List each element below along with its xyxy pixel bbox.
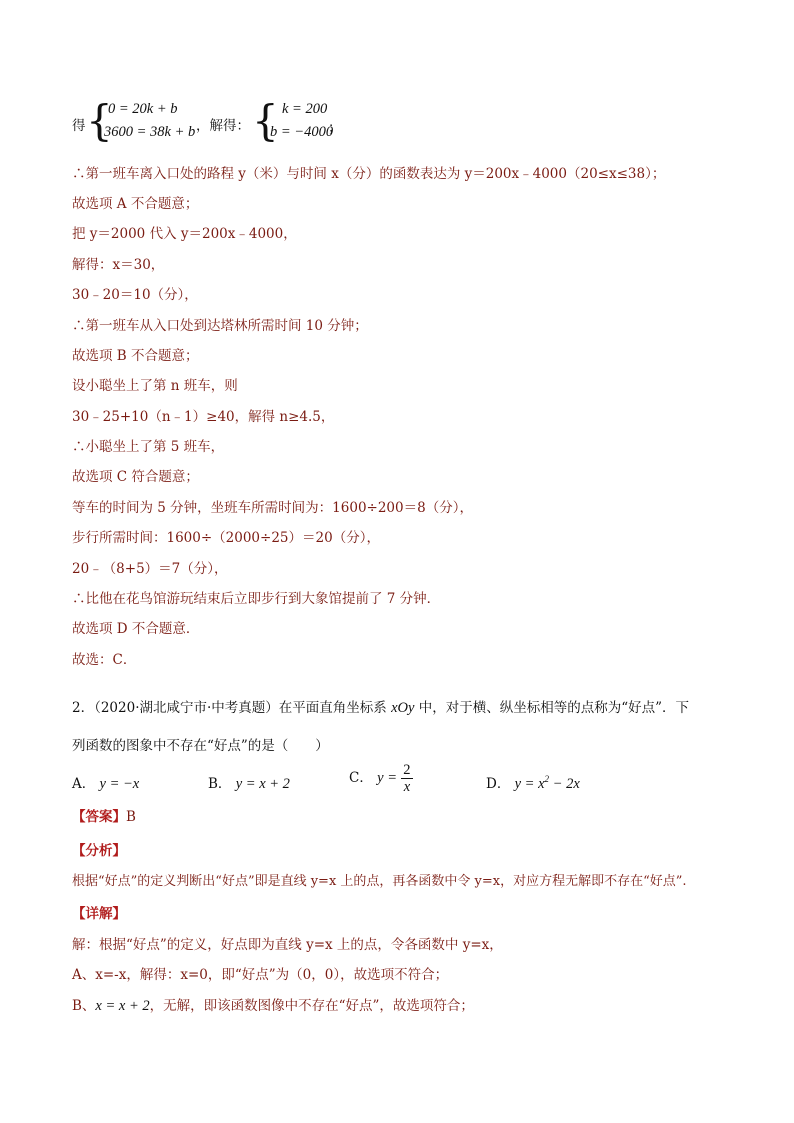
detail-heading: [72, 905, 126, 923]
option-d: [486, 772, 580, 793]
option-d-exponent: 2: [544, 774, 550, 784]
option-b: [208, 772, 290, 793]
answer-line: [72, 808, 136, 826]
detail-line: A、x=-x，解得：x=0，即“好点”为（0，0），故选项不符合；: [72, 967, 449, 983]
option-d-label: D．: [486, 776, 511, 792]
question-stem-line2: 列函数的图象中不存在“好点”的是（ ）: [72, 738, 329, 754]
system1-row1: 0 = 20k + b: [108, 101, 178, 117]
semicolon: ；: [328, 120, 342, 136]
option-b-label: B．: [208, 776, 232, 792]
solution-line: 故选：C．: [72, 652, 137, 668]
option-a: [72, 772, 139, 793]
solution-line: 故选项 A 不合题意；: [72, 196, 199, 212]
system2-row2: b = −4000: [270, 124, 334, 140]
solution-line: ∴第一班车离入口处的路程 y（米）与时间 x（分）的函数表达为 y＝200x﹣4000（20≤x≤38）；: [72, 166, 666, 182]
option-b-math: y = x + 2: [235, 776, 290, 792]
solution-line: 设小聪坐上了第 n 班车，则: [72, 378, 238, 394]
analysis-label: 【分析】: [72, 843, 126, 859]
fraction-denominator: x: [403, 779, 411, 795]
option-c-lhs: y =: [377, 770, 397, 786]
solution-line: 30﹣20＝10（分），: [72, 287, 198, 303]
solution-line: ∴小聪坐上了第 5 班车，: [72, 439, 225, 455]
option-d-math: [515, 776, 580, 792]
detail-line: 解：根据“好点”的定义，好点即为直线 y=x 上的点，令各函数中 y=x，: [72, 937, 503, 953]
system2-row1: k = 200: [282, 101, 328, 117]
solution-line: ∴第一班车从入口处到达塔林所需时间 10 分钟；: [72, 318, 368, 334]
jiede-text: ，解得：: [196, 118, 250, 134]
de-prefix: 得: [72, 118, 86, 134]
answer-value: B: [126, 809, 136, 825]
solution-line: 步行所需时间：1600÷（2000÷25）＝20（分），: [72, 530, 380, 546]
answer-label: 【答案】: [72, 809, 126, 825]
analysis-heading: [72, 842, 126, 860]
fraction-numerator: 2: [403, 762, 411, 778]
option-d-math-rest: − 2x: [549, 776, 580, 792]
solution-line: 故选项 B 不合题意；: [72, 348, 199, 364]
option-c-fraction: [401, 762, 412, 795]
left-brace-2: {: [252, 96, 279, 145]
option-a-label: A．: [72, 776, 96, 792]
detail-label: 【详解】: [72, 906, 126, 922]
stem-text-a: 2．（2020·湖北咸宁市·中考真题）在平面直角坐标系: [72, 700, 387, 716]
detail-b-prefix: B、: [72, 998, 96, 1014]
stem-math-xoy: xOy: [391, 700, 415, 716]
solution-line: 等车的时间为 5 分钟，坐班车所需时间为：1600÷200＝8（分），: [72, 500, 473, 516]
solution-line: 把 y＝2000 代入 y＝200x﹣4000，: [72, 226, 297, 242]
analysis-text: 根据“好点”的定义判断出“好点”即是直线 y=x 上的点，再各函数中令 y=x，对应方程无解即不存在“好点”.: [72, 874, 687, 889]
question-stem-line1: [72, 699, 689, 717]
detail-b-math: x = x + 2: [95, 998, 150, 1014]
option-c: [349, 762, 413, 795]
detail-line-b: [72, 997, 474, 1015]
solution-line: 故选项 D 不合题意．: [72, 621, 200, 637]
solution-line: 故选项 C 符合题意；: [72, 469, 199, 485]
detail-b-suffix: ，无解，即该函数图像中不存在“好点”，故选项符合；: [149, 998, 474, 1014]
stem-text-b: 中，对于横、纵坐标相等的点称为“好点”．下: [418, 700, 690, 716]
option-d-math-base: y = x: [514, 776, 545, 792]
solution-line: 30﹣25+10（n﹣1）≥40，解得 n≥4.5，: [72, 409, 335, 425]
solution-line: 解得：x＝30，: [72, 257, 165, 273]
option-a-math: y = −x: [99, 776, 140, 792]
system1-row2: 3600 = 38k + b: [104, 124, 196, 140]
solution-line: 20﹣（8+5）＝7（分），: [72, 561, 228, 577]
left-brace-1: {: [86, 96, 113, 145]
option-c-label: C．: [349, 770, 373, 786]
solution-line: ∴比他在花鸟馆游玩结束后立即步行到大象馆提前了 7 分钟．: [72, 591, 441, 607]
